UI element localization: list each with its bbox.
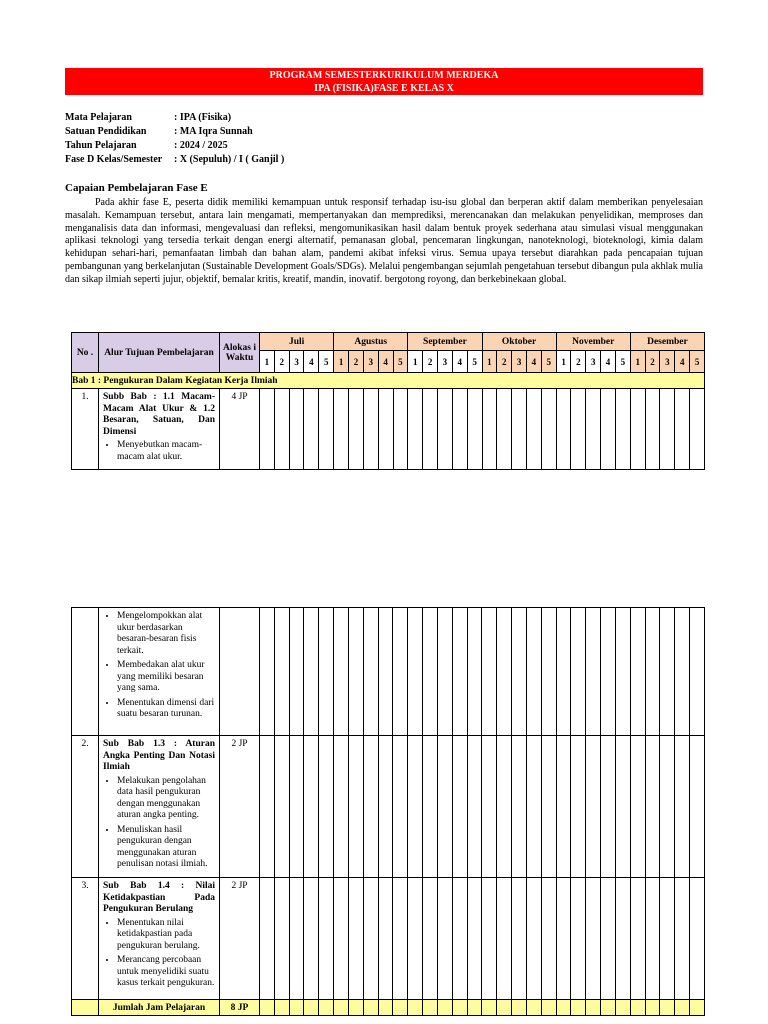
week-cell xyxy=(274,736,289,878)
week-cell xyxy=(452,878,467,1000)
week-header: 1 xyxy=(556,351,571,373)
header-alur: Alur Tujuan Pembelajaran xyxy=(99,333,220,373)
row-alokasi: 2 JP xyxy=(220,736,260,878)
week-header: 3 xyxy=(512,351,527,373)
week-header: 3 xyxy=(438,351,453,373)
week-cell xyxy=(512,389,527,470)
week-cell xyxy=(260,1000,275,1016)
week-cell xyxy=(393,389,408,470)
week-header: 3 xyxy=(289,351,304,373)
week-cell xyxy=(675,736,690,878)
week-cell xyxy=(630,608,645,736)
week-header: 4 xyxy=(452,351,467,373)
title-banner xyxy=(65,68,703,95)
chapter-title: Bab 1 : Pengukuran Dalam Kegiatan Kerja Ilmiah xyxy=(72,373,705,389)
week-cell xyxy=(393,1000,408,1016)
objective-item: • Menuliskan hasil pengukuran dengan menggunakan aturan penulisan notasi ilmiah. xyxy=(117,825,215,871)
week-header: 5 xyxy=(467,351,482,373)
program-table-page-2 xyxy=(71,607,705,1016)
week-header: 2 xyxy=(423,351,438,373)
week-cell xyxy=(660,1000,675,1016)
week-cell xyxy=(601,608,616,736)
week-cell xyxy=(289,878,304,1000)
total-label: Jumlah Jam Pelajaran xyxy=(99,1000,220,1016)
row-description xyxy=(99,608,220,736)
week-cell xyxy=(378,736,393,878)
week-header: 5 xyxy=(615,351,630,373)
week-cell xyxy=(526,1000,541,1016)
week-cell xyxy=(482,608,497,736)
week-cell xyxy=(289,736,304,878)
week-cell xyxy=(497,389,512,470)
week-cell xyxy=(393,608,408,736)
week-cell xyxy=(319,878,334,1000)
week-header: 3 xyxy=(586,351,601,373)
table-row xyxy=(72,736,705,878)
row-number: 2. xyxy=(72,736,99,878)
sub-chapter-title: Sub Bab 1.3 : Aturan Angka Penting Dan Notasi Ilmiah xyxy=(103,739,215,772)
week-cell xyxy=(408,1000,423,1016)
week-cell xyxy=(586,608,601,736)
week-cell xyxy=(645,878,660,1000)
week-cell xyxy=(660,878,675,1000)
week-header: 5 xyxy=(319,351,334,373)
week-cell xyxy=(274,389,289,470)
title-line-1: PROGRAM SEMESTERKURIKULUM MERDEKA xyxy=(269,70,499,81)
week-cell xyxy=(571,736,586,878)
week-cell xyxy=(615,1000,630,1016)
week-cell xyxy=(260,736,275,878)
week-cell xyxy=(571,878,586,1000)
identity-label: Tahun Pelajaran xyxy=(65,140,137,151)
week-cell xyxy=(512,608,527,736)
week-cell xyxy=(437,1000,452,1016)
week-cell xyxy=(497,878,512,1000)
week-cell xyxy=(571,389,586,470)
week-cell xyxy=(512,878,527,1000)
week-cell xyxy=(675,1000,690,1016)
week-cell xyxy=(556,1000,571,1016)
objective-list xyxy=(103,611,215,721)
week-cell xyxy=(690,608,705,736)
week-header: 1 xyxy=(408,351,423,373)
week-cell xyxy=(349,389,364,470)
week-header: 2 xyxy=(274,351,289,373)
objective-list xyxy=(103,440,215,463)
week-cell xyxy=(423,1000,438,1016)
week-cell xyxy=(615,389,630,470)
identity-table xyxy=(65,111,284,167)
week-header: 1 xyxy=(630,351,645,373)
row-alokasi: 2 JP xyxy=(220,878,260,1000)
week-cell xyxy=(289,1000,304,1016)
week-cell xyxy=(378,389,393,470)
week-cell xyxy=(289,608,304,736)
total-empty xyxy=(72,1000,99,1016)
row-alokasi: 4 JP xyxy=(220,389,260,470)
total-value: 8 JP xyxy=(220,1000,260,1016)
month-header: September xyxy=(408,333,482,351)
week-cell xyxy=(467,878,482,1000)
week-cell xyxy=(512,736,527,878)
month-header: Juli xyxy=(260,333,334,351)
month-header: Oktober xyxy=(482,333,556,351)
total-row xyxy=(72,1000,705,1016)
week-cell xyxy=(378,608,393,736)
week-cell xyxy=(675,389,690,470)
identity-row xyxy=(65,125,284,139)
week-cell xyxy=(556,608,571,736)
identity-label: Fase D Kelas/Semester xyxy=(65,154,163,165)
week-cell xyxy=(571,608,586,736)
identity-value: : IPA (Fisika) xyxy=(174,112,232,123)
week-cell xyxy=(556,878,571,1000)
week-cell xyxy=(615,736,630,878)
week-cell xyxy=(497,608,512,736)
week-cell xyxy=(408,608,423,736)
week-cell xyxy=(393,736,408,878)
row-alokasi xyxy=(220,608,260,736)
week-cell xyxy=(304,1000,319,1016)
week-cell xyxy=(497,1000,512,1016)
week-cell xyxy=(334,736,349,878)
cp-title: Capaian Pembelajaran Fase E xyxy=(65,182,208,194)
week-cell xyxy=(363,736,378,878)
objective-item: • Menentukan nilai ketidakpastian pada pengukuran berulang. xyxy=(117,918,215,953)
week-header: 4 xyxy=(675,351,690,373)
week-cell xyxy=(586,389,601,470)
objective-list xyxy=(103,776,215,871)
week-cell xyxy=(512,1000,527,1016)
week-cell xyxy=(452,1000,467,1016)
week-cell xyxy=(690,389,705,470)
sub-chapter-title: Subb Bab : 1.1 Macam-Macam Alat Ukur & 1.2 Besaran, Satuan, Dan Dimensi xyxy=(103,392,215,437)
week-cell xyxy=(334,878,349,1000)
week-cell xyxy=(571,1000,586,1016)
week-header: 4 xyxy=(601,351,616,373)
week-cell xyxy=(467,389,482,470)
week-cell xyxy=(319,1000,334,1016)
week-cell xyxy=(467,736,482,878)
week-cell xyxy=(319,608,334,736)
week-cell xyxy=(408,389,423,470)
week-cell xyxy=(586,1000,601,1016)
week-cell xyxy=(586,736,601,878)
week-cell xyxy=(675,878,690,1000)
week-cell xyxy=(630,389,645,470)
month-header: Agustus xyxy=(334,333,408,351)
week-cell xyxy=(408,878,423,1000)
week-cell xyxy=(260,878,275,1000)
row-number: 3. xyxy=(72,878,99,1000)
week-cell xyxy=(363,389,378,470)
week-header: 3 xyxy=(660,351,675,373)
objective-item: • Membedakan alat ukur yang memiliki besaran yang sama. xyxy=(117,660,215,695)
week-header: 4 xyxy=(378,351,393,373)
week-header: 5 xyxy=(690,351,705,373)
objective-item: • Mengelompokkan alat ukur berdasarkan besaran-besaran fisis terkait. xyxy=(117,611,215,657)
week-cell xyxy=(482,389,497,470)
program-table-page-1 xyxy=(71,332,705,470)
table-row xyxy=(72,389,705,470)
week-cell xyxy=(601,736,616,878)
header-alokasi: Alokas i Waktu xyxy=(220,333,260,373)
week-cell xyxy=(601,389,616,470)
week-cell xyxy=(675,608,690,736)
month-header: November xyxy=(556,333,630,351)
week-cell xyxy=(437,608,452,736)
week-cell xyxy=(541,736,556,878)
week-cell xyxy=(378,1000,393,1016)
week-cell xyxy=(541,878,556,1000)
week-cell xyxy=(482,878,497,1000)
week-cell xyxy=(527,389,542,470)
week-header: 5 xyxy=(541,351,556,373)
week-cell xyxy=(348,736,363,878)
week-cell xyxy=(482,736,497,878)
week-header: 5 xyxy=(393,351,408,373)
title-line-2: IPA (FISIKA)FASE E KELAS X xyxy=(314,83,454,94)
week-cell xyxy=(363,608,378,736)
week-cell xyxy=(645,389,660,470)
week-cell xyxy=(497,736,512,878)
week-cell xyxy=(601,1000,616,1016)
week-cell xyxy=(274,878,289,1000)
week-header: 4 xyxy=(527,351,542,373)
week-cell xyxy=(363,1000,378,1016)
row-description xyxy=(99,389,220,470)
week-cell xyxy=(467,1000,482,1016)
row-number: 1. xyxy=(72,389,99,470)
week-cell xyxy=(319,736,334,878)
week-cell xyxy=(304,736,319,878)
week-cell xyxy=(423,608,438,736)
week-cell xyxy=(690,1000,705,1016)
header-no: No . xyxy=(72,333,99,373)
week-cell xyxy=(690,878,705,1000)
week-cell xyxy=(601,878,616,1000)
cp-paragraph: Pada akhir fase E, peserta didik memiliki kemampuan untuk responsif terhadap isu-isu global dan berperan aktif dalam memberikan penyelesaian masalah. Kemampuan tersebut, antara lain mengamati, mempertanyakan dan memprediksi, merencanakan dan melakukan penyelidikan, memproses dan menganalisis data dan informasi, mengevaluasi dan refleksi, mengomunikasikan hasil dalam bentuk proyek sederhana atau simulasi visual menggunakan aplikasi teknologi yang tersedia terkait dengan energi alternatif, pemanasan global, pencemaran lingkungan, nanoteknologi, bioteknologi, kimia dalam kehidupan sehari-hari, pemanfaatan limbah dan bahan alam, pandemi akibat infeksi virus. Semua upaya tersebut diarahkan pada pencapaian tujuan pembangunan yang berkelanjutan (Sustainable Development Goals/SDGs). Melalui pengembangan sejumlah pengetahuan tersebut dibangun pula akhlak mulia dan sikap ilmiah seperti jujur, objektif, bemalar kritis, kreatif, mandin, inovatif. bergotong royong, dan berkebinekaan global. xyxy=(65,197,703,285)
week-cell xyxy=(348,878,363,1000)
week-cell xyxy=(334,389,349,470)
identity-label: Mata Pelajaran xyxy=(65,112,132,123)
week-cell xyxy=(526,878,541,1000)
week-cell xyxy=(289,389,304,470)
week-cell xyxy=(260,389,275,470)
week-cell xyxy=(586,878,601,1000)
week-cell xyxy=(319,389,334,470)
week-cell xyxy=(437,878,452,1000)
week-header: 2 xyxy=(645,351,660,373)
identity-value: : X (Sepuluh) / I ( Ganjil ) xyxy=(174,154,285,165)
objective-item: • Melakukan pengolahan data hasil pengukuran dengan menggunakan aturan angka penting. xyxy=(117,776,215,822)
week-cell xyxy=(423,878,438,1000)
week-cell xyxy=(304,878,319,1000)
week-header: 1 xyxy=(482,351,497,373)
week-cell xyxy=(334,1000,349,1016)
week-cell xyxy=(526,608,541,736)
objective-item: • Menyebutkan macam-macam alat ukur. xyxy=(117,440,215,463)
identity-label: Satuan Pendidikan xyxy=(65,126,147,137)
month-header: Desember xyxy=(630,333,704,351)
week-header: 1 xyxy=(260,351,275,373)
week-cell xyxy=(408,736,423,878)
week-cell xyxy=(423,736,438,878)
week-cell xyxy=(482,1000,497,1016)
identity-row xyxy=(65,111,284,125)
week-cell xyxy=(438,389,453,470)
table-row xyxy=(72,608,705,736)
sub-chapter-title: Sub Bab 1.4 : Nilai Ketidakpastian Pada Pengukuran Berulang xyxy=(103,881,215,914)
week-cell xyxy=(526,736,541,878)
week-cell xyxy=(437,736,452,878)
week-cell xyxy=(541,389,556,470)
week-header: 1 xyxy=(334,351,349,373)
week-cell xyxy=(452,736,467,878)
week-header: 2 xyxy=(497,351,512,373)
week-cell xyxy=(645,608,660,736)
header-row-months xyxy=(72,333,705,351)
week-cell xyxy=(660,736,675,878)
week-cell xyxy=(645,1000,660,1016)
row-description xyxy=(99,878,220,1000)
week-cell xyxy=(274,608,289,736)
week-cell xyxy=(690,736,705,878)
week-cell xyxy=(556,736,571,878)
week-cell xyxy=(348,608,363,736)
week-cell xyxy=(334,608,349,736)
week-cell xyxy=(348,1000,363,1016)
objective-item: • Merancang percobaan untuk menyelidiki suatu kasus terkait pengukuran. xyxy=(117,955,215,990)
week-cell xyxy=(660,608,675,736)
week-cell xyxy=(452,389,467,470)
week-cell xyxy=(660,389,675,470)
week-cell xyxy=(423,389,438,470)
week-cell xyxy=(615,878,630,1000)
week-header: 4 xyxy=(304,351,319,373)
week-cell xyxy=(304,389,319,470)
week-cell xyxy=(304,608,319,736)
week-cell xyxy=(467,608,482,736)
objective-item: • Menentukan dimensi dari suatu besaran turunan. xyxy=(117,698,215,721)
row-description xyxy=(99,736,220,878)
week-cell xyxy=(645,736,660,878)
week-cell xyxy=(452,608,467,736)
week-cell xyxy=(378,878,393,1000)
week-cell xyxy=(630,736,645,878)
week-cell xyxy=(541,1000,556,1016)
week-cell xyxy=(630,1000,645,1016)
week-cell xyxy=(393,878,408,1000)
week-cell xyxy=(630,878,645,1000)
chapter-row xyxy=(72,373,705,389)
identity-value: : MA Iqra Sunnah xyxy=(174,126,253,137)
objective-list xyxy=(103,918,215,990)
week-cell xyxy=(274,1000,289,1016)
week-header: 3 xyxy=(363,351,378,373)
week-header: 2 xyxy=(349,351,364,373)
week-cell xyxy=(363,878,378,1000)
week-cell xyxy=(260,608,275,736)
week-cell xyxy=(615,608,630,736)
identity-value: : 2024 / 2025 xyxy=(174,140,228,151)
identity-row xyxy=(65,153,284,167)
identity-row xyxy=(65,139,284,153)
week-header: 2 xyxy=(571,351,586,373)
row-number xyxy=(72,608,99,736)
table-row xyxy=(72,878,705,1000)
week-cell xyxy=(556,389,571,470)
week-cell xyxy=(541,608,556,736)
